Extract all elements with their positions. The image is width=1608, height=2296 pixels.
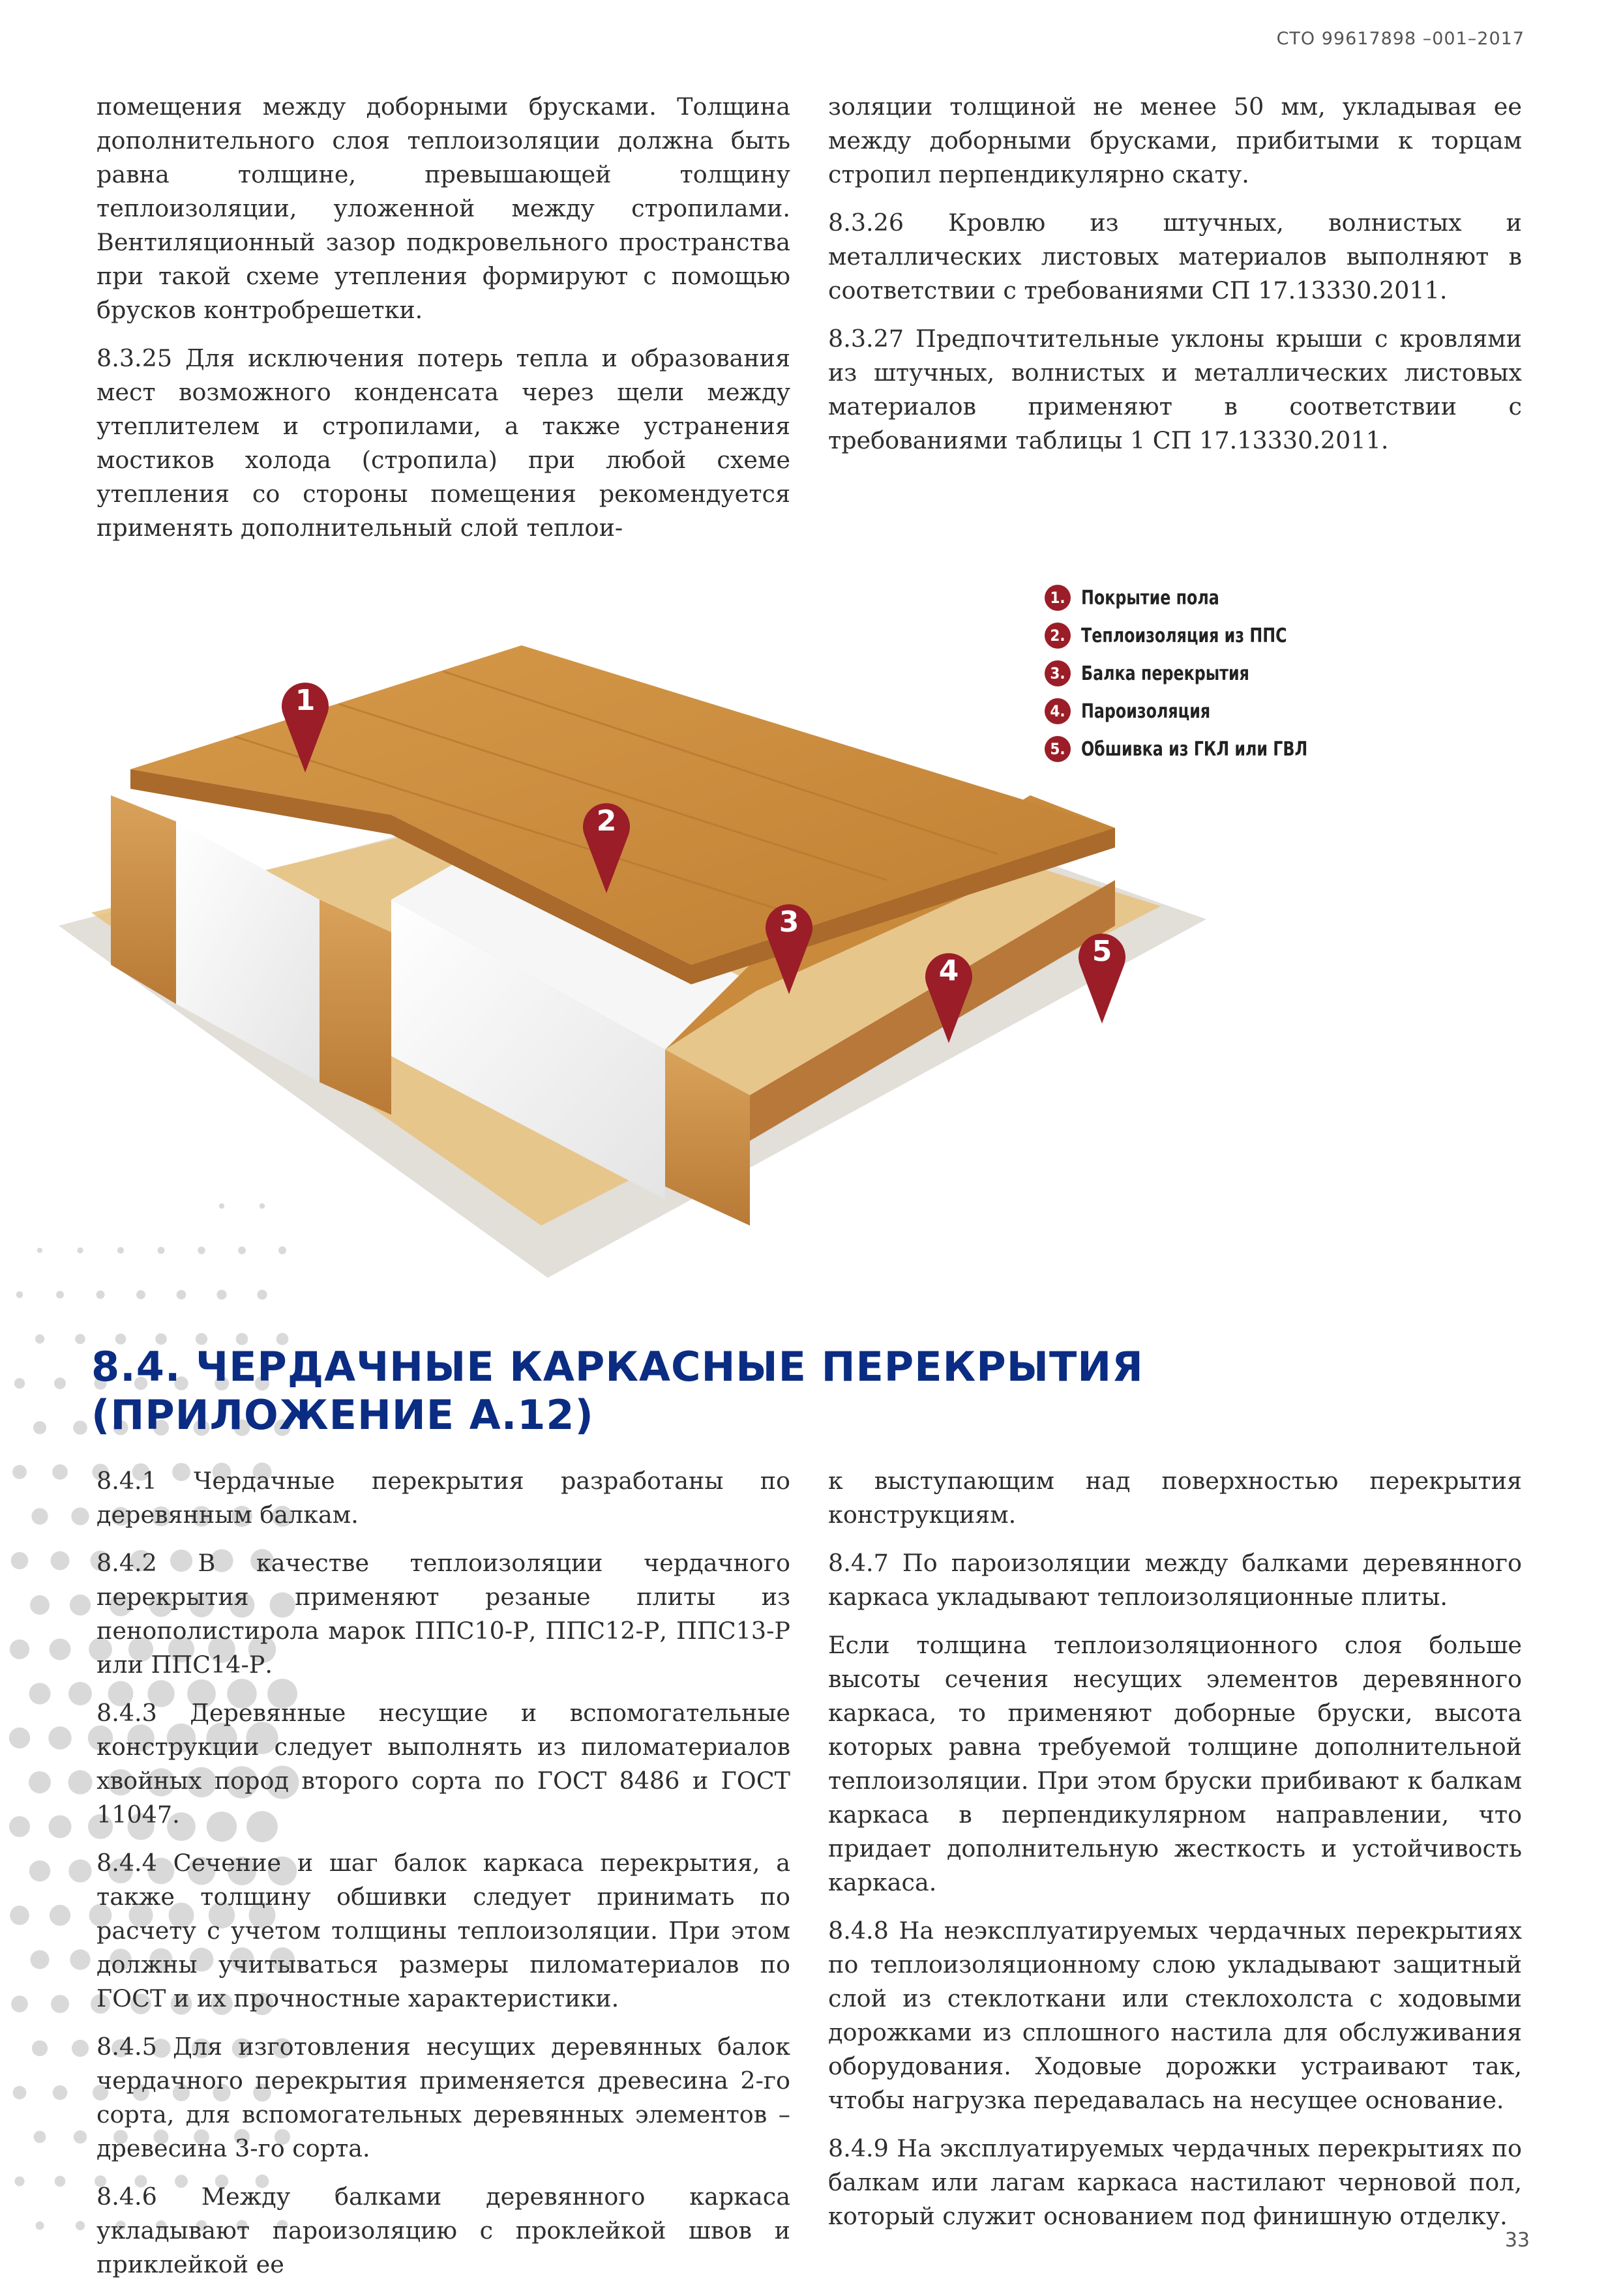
marker-label: 1 [295, 684, 316, 717]
paragraph-8-4-8: 8.4.8 На неэксплуатируемых чердачных перекрытиях по теплоизоляционному слою укладывают защитный слой из стеклоткани или стеклохолста с ходовыми дорожками из сплошного настила для обслуживания оборудования. Ходовые дорожки устраивают так, чтобы нагрузка передавалась на несущее основание. [828, 1917, 1522, 2114]
decorative-dot [73, 1420, 87, 1435]
decorative-dot [12, 1465, 27, 1479]
paragraph-8-3-26: 8.3.26 Кровлю из штучных, волнистых и металлических листовых материалов выполняют в соответствии с требованиями СП 17.13330.2011. [828, 209, 1522, 304]
paragraph-8-4-3: 8.4.3 Деревянные несущие и вспомогательные конструкции следует выполнять из пиломатериалов хвойных пород второго сорта по ГОСТ 8486 и ГОСТ 11047. [97, 1699, 790, 1829]
figure-legend [1045, 579, 1339, 768]
page-number: 33 [1504, 2229, 1530, 2252]
decorative-dot [48, 1815, 71, 1838]
legend-number: 3. [1045, 660, 1071, 686]
decorative-dot [52, 1464, 68, 1480]
decorative-dot [48, 1726, 71, 1749]
paragraph-8-4-4: 8.4.4 Сечение и шаг балок каркаса перекрытия, а также толщину обшивки следует принимать по расчету с учетом толщины теплоизоляции. При этом должны учитываться размеры пиломатериалов по ГОСТ и их прочностные характеристики. [97, 1849, 790, 2012]
decorative-dot [70, 1595, 91, 1615]
legend-item [1045, 730, 1339, 768]
legend-label: Обшивка из ГКЛ или ГВЛ [1081, 737, 1308, 761]
paragraph-8-4-9: 8.4.9 На эксплуатируемых чердачных перекрытиях по балкам или лагам каркаса настилают черновой пол, который служит основанием под финишную отделку. [828, 2134, 1522, 2230]
decorative-dot [36, 2222, 44, 2230]
decorative-dot [11, 1995, 28, 2012]
legend-number: 5. [1045, 736, 1071, 762]
decorative-dot [10, 1640, 29, 1659]
decorative-dot [74, 2130, 87, 2143]
decorative-dot [68, 1682, 92, 1705]
legend-number: 2. [1045, 623, 1071, 649]
legend-number: 4. [1045, 698, 1071, 724]
attic-floor-illustration [39, 600, 1213, 1304]
legend-label: Пароизоляция [1081, 699, 1211, 723]
legend-label: Теплоизоляция из ППС [1081, 624, 1287, 647]
decorative-dot [76, 2221, 85, 2230]
decorative-dot [75, 1334, 85, 1344]
section-heading-line-2: (ПРИЛОЖЕНИЕ А.12) [91, 1391, 594, 1439]
decorative-dot [16, 1291, 23, 1298]
decorative-dot [34, 2131, 46, 2143]
decorative-dot [68, 1859, 91, 1882]
legend-label: Покрытие пола [1081, 586, 1219, 610]
legend-number: 1. [1045, 585, 1071, 611]
document-id: СТО 99617898 –001–2017 [1276, 29, 1525, 49]
callout-marker-5 [1079, 934, 1125, 1023]
decorative-dot [32, 2040, 48, 2056]
decorative-dot [70, 1949, 90, 1969]
decorative-dot [50, 1905, 70, 1926]
decorative-dot [72, 2040, 89, 2057]
paragraph: к выступающим над поверхностью перекрытия конструкциям. [828, 1467, 1522, 1529]
paragraph-8-4-2: 8.4.2 В качестве теплоизоляции чердачного перекрытия применяют резаные плиты из пенополистирола марок ППС10-Р, ППС12-Р, ППС13-Р или ППС14-Р. [97, 1549, 790, 1679]
paragraph: помещения между доборными брусками. Толщина дополнительного слоя теплоизоляции должна быть равна толщине, превышающей толщину теплоизоляции, уложенной между стропилами. Вентиляционный зазор подкровельного пространства при такой схеме утепления формируют с помощью брусков контробрешетки. [97, 93, 790, 324]
decorative-dot [68, 1770, 92, 1794]
decorative-dot [11, 1552, 29, 1570]
decorative-dot [29, 1861, 51, 1882]
paragraph: Если толщина теплоизоляционного слоя больше высоты сечения несущих элементов деревянного каркаса, то применяют доборные бруски, высота которых равна требуемой толщине дополнительной теплоизоляции. При этом бруски прибивают к балкам каркаса в перпендикулярном направлении, что придает дополнительную жесткость и устойчивость каркаса. [828, 1631, 1522, 1896]
decorative-dot [71, 1507, 89, 1525]
decorative-dot [9, 1728, 30, 1748]
paragraph-8-4-7: 8.4.7 По пароизоляции между балками деревянного каркаса укладывают теплоизоляционные плиты. [828, 1549, 1522, 1611]
decorative-dot [49, 1638, 70, 1660]
marker-label: 2 [596, 804, 617, 838]
paragraph-8-4-6: 8.4.6 Между балками деревянного каркаса укладывают пароизоляцию с проклейкой швов и приклейкой ее [97, 2183, 790, 2278]
insulation-block [176, 821, 320, 1082]
decorative-dot [14, 2176, 24, 2186]
paragraph-8-4-1: 8.4.1 Чердачные перекрытия разработаны по деревянным балкам. [97, 1467, 790, 1529]
top-left-column [97, 90, 790, 559]
section-heading-line-1: 8.4. ЧЕРДАЧНЫЕ КАРКАСНЫЕ ПЕРЕКРЫТИЯ [91, 1343, 1144, 1391]
decorative-dot [29, 1771, 51, 1793]
decorative-dot [30, 1595, 50, 1615]
decorative-dot [31, 1508, 48, 1524]
decorative-dot [10, 1906, 29, 1925]
legend-item [1045, 579, 1339, 617]
section-heading [91, 1343, 1330, 1439]
decorative-dot [54, 1377, 66, 1389]
top-right-column [828, 90, 1522, 472]
legend-item [1045, 617, 1339, 655]
marker-label: 4 [938, 954, 959, 988]
paragraph-8-3-25: 8.3.25 Для исключения потерь тепла и образования мест возможного конденсата через щели между утеплителем и стропилами, а также устранения мостиков холода (стропила) при любой схеме утепления со стороны помещения рекомендуется применять дополнительный слой теплои- [97, 344, 790, 542]
decorative-dot [51, 1995, 69, 2013]
decorative-dot [9, 1816, 30, 1837]
decorative-dot [30, 1950, 49, 1969]
legend-item [1045, 655, 1339, 692]
decorative-dot [53, 2085, 68, 2100]
decorative-dot [55, 2176, 66, 2187]
decorative-dot [33, 1421, 46, 1434]
decorative-dot [14, 1378, 25, 1389]
paragraph-8-4-5: 8.4.5 Для изготовления несущих деревянных балок чердачного перекрытия применяется древесина 2-го сорта, для вспомогательных деревянных элементов – древесина 3-го сорта. [97, 2033, 790, 2162]
decorative-dot [13, 2086, 27, 2100]
marker-label: 3 [779, 905, 799, 939]
bottom-left-column [97, 1464, 790, 2296]
bottom-right-column [828, 1464, 1522, 2248]
decorative-dot [51, 1552, 70, 1570]
decorative-dot [35, 1334, 44, 1344]
marker-label: 5 [1092, 935, 1112, 968]
paragraph-8-3-27: 8.3.27 Предпочтительные уклоны крыши с кровлями из штучных, волнистых и металлических листовых материалов применяют в соответствии с требованиями таблицы 1 СП 17.13330.2011. [828, 325, 1522, 454]
decorative-dot [29, 1683, 50, 1704]
legend-label: Балка перекрытия [1081, 662, 1249, 685]
floor-beam [320, 900, 391, 1115]
floor-beam [111, 795, 176, 1004]
legend-item [1045, 692, 1339, 730]
paragraph: золяции толщиной не менее 50 мм, укладывая ее между доборными брусками, прибитыми к торцам стропил перпендикулярно скату. [828, 93, 1522, 188]
